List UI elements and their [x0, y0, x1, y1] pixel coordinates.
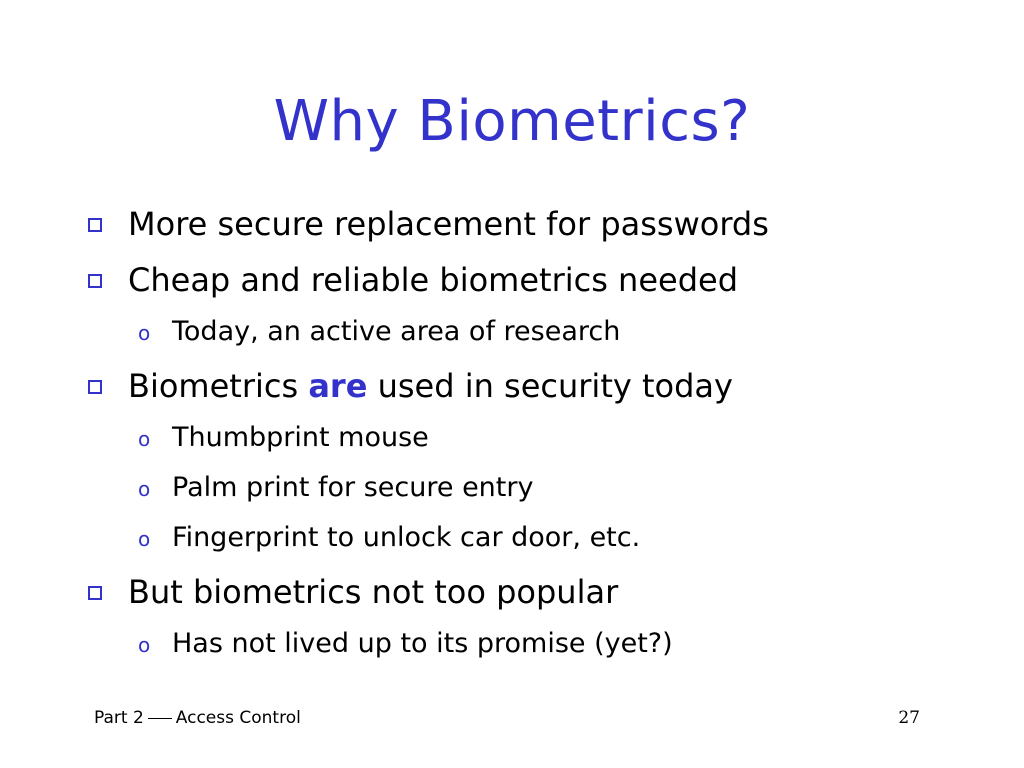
square-bullet-icon — [88, 586, 102, 600]
slide-title: Why Biometrics? — [273, 89, 751, 154]
footer-section-label — [94, 706, 301, 730]
sub-bullet-text: Fingerprint to unlock car door, etc. — [172, 522, 641, 553]
footer-section: Access Control — [175, 708, 301, 728]
footer-part: Part 2 — [94, 708, 144, 728]
bullet-text-start: Biometrics — [128, 367, 309, 405]
sub-bullet-text: Thumbprint mouse — [172, 422, 429, 453]
circle-bullet-icon: o — [138, 527, 151, 551]
bullet-text: But biometrics not too popular — [128, 573, 619, 611]
circle-bullet-icon: o — [138, 321, 151, 345]
sub-bullet-text: Today, an active area of research — [172, 316, 621, 347]
page-number: 27 — [898, 708, 920, 728]
square-bullet-icon — [88, 218, 102, 232]
sub-bullet-text: Has not lived up to its promise (yet?) — [172, 628, 673, 659]
bullet-text-end: used in security today — [367, 367, 733, 405]
bullet-text: More secure replacement for passwords — [128, 205, 769, 243]
sub-bullet-text: Palm print for secure entry — [172, 472, 534, 503]
circle-bullet-icon: o — [138, 477, 151, 501]
bullet-text: Cheap and reliable biometrics needed — [128, 261, 739, 299]
emphasized-word: are — [308, 367, 368, 405]
bullet-text — [128, 366, 733, 406]
em-dash-divider — [148, 718, 172, 719]
square-bullet-icon — [88, 380, 102, 394]
circle-bullet-icon: o — [138, 427, 151, 451]
circle-bullet-icon: o — [138, 633, 151, 657]
square-bullet-icon — [88, 274, 102, 288]
